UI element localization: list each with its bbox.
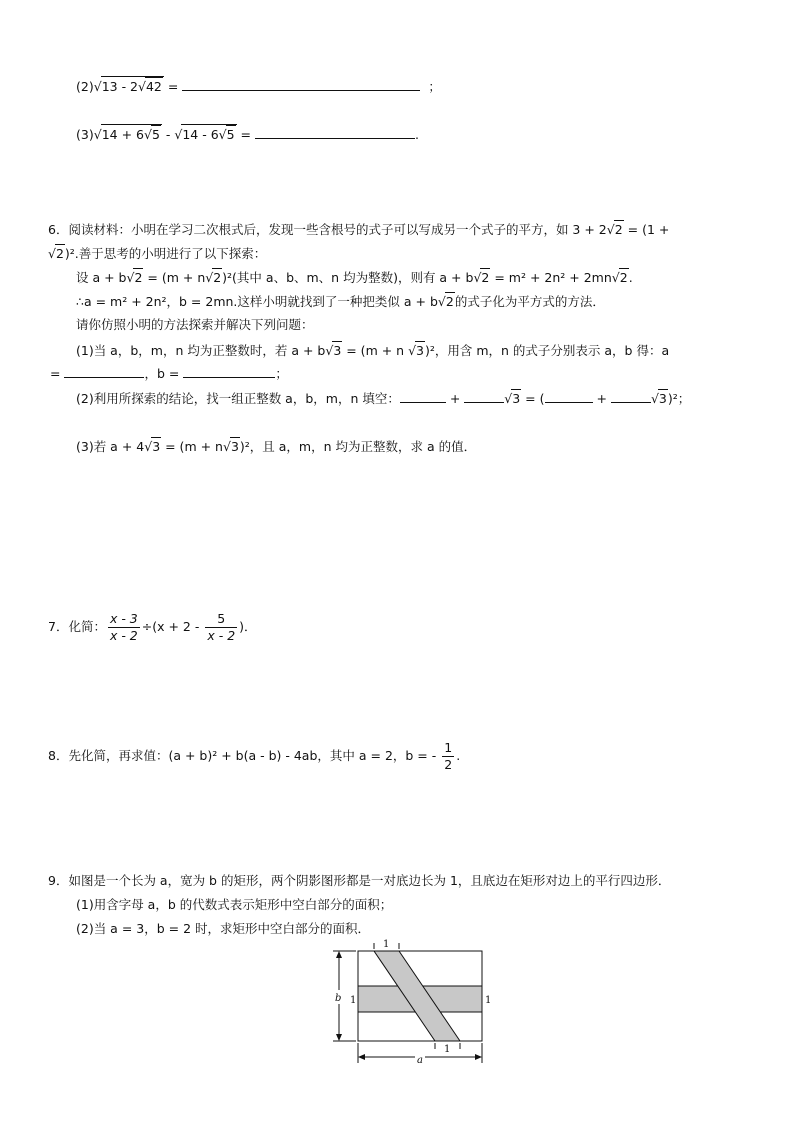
answer-blank-b[interactable] (183, 365, 275, 378)
answer-blank[interactable] (545, 390, 593, 403)
fraction: $\frac{5}{x - 2}$ (207, 611, 236, 643)
label-top-1: 1 (383, 939, 390, 950)
answer-blank-a[interactable] (64, 365, 144, 378)
rectangle-figure (325, 935, 495, 1065)
fraction: $\frac{x - 3}{x - 2}$ (109, 611, 138, 643)
q6-part2: (2)利用所探索的结论，找一组正整数 a，b，m，n 填空： + √3 = ( + √3)²； (76, 391, 691, 406)
answer-blank[interactable] (400, 390, 446, 403)
q6-part3: (3)若 a + 4√3 = (m + n√3)²，且 a，m，n 均为正整数，求 a 的值． (76, 439, 477, 454)
q9-line2: (1)用含字母 a，b 的代数式表示矩形中空白部分的面积； (76, 897, 393, 912)
answer-blank[interactable] (182, 78, 420, 91)
label-bottom-1: 1 (444, 1044, 451, 1055)
label-a: a (417, 1055, 423, 1065)
q6-therefore: ∴a = m² + 2n²，b = 2mn.这样小明就找到了一种把类似 a + b√2的式子化为平方式的方法． (76, 294, 605, 309)
answer-blank[interactable] (611, 390, 651, 403)
q6-ask: 请你仿照小明的方法探索并解决下列问题： (76, 317, 314, 332)
q6-set: 设 a + b√2 = (m + n√2)²(其中 a、b、m、n 均为整数)，则有 a + b√2 = m² + 2n² + 2mn√2. (76, 270, 633, 285)
q6-intro-cont: √2)².善于思考的小明进行了以下探索： (48, 246, 267, 261)
q5-part2: (2)√13 - 2√42 = ； (76, 76, 441, 96)
q5-part3: (3)√14 + 6√5 - √14 - 6√5 = . (76, 124, 419, 144)
q6-intro: 6．阅读材料：小明在学习二次根式后，发现一些含根号的式子可以写成另一个式子的平方，如 3 + 2√2 = (1 + (48, 222, 670, 237)
q8: 8．先化简，再求值：(a + b)² + b(a - b) - 4ab，其中 a = 2，b = - $\frac{1}{2}$ . (48, 740, 461, 772)
q6-part1-cont: = ，b = ； (50, 366, 288, 381)
answer-blank[interactable] (464, 390, 504, 403)
label-right-1: 1 (485, 995, 492, 1006)
q6-part1: (1)当 a，b，m，n 均为正整数时，若 a + b√3 = (m + n √3)²，用含 m，n 的式子分别表示 a，b 得：a (76, 343, 670, 358)
q9-line1: 9．如图是一个长为 a，宽为 b 的矩形，两个阴影图形都是一对底边长为 1，且底边在矩形对边上的平行四边形． (48, 873, 671, 888)
fraction: $\frac{1}{2}$ (444, 740, 453, 772)
label-left-1: 1 (350, 995, 357, 1006)
label-b: b (335, 993, 342, 1004)
q7: 7．化简： $\frac{x - 3}{x - 2}$ ÷(x + 2 - $\frac{5}{x - 2}$ )． (48, 611, 257, 643)
answer-blank[interactable] (255, 126, 415, 139)
q9-line3: (2)当 a = 3，b = 2 时，求矩形中空白部分的面积． (76, 921, 370, 936)
